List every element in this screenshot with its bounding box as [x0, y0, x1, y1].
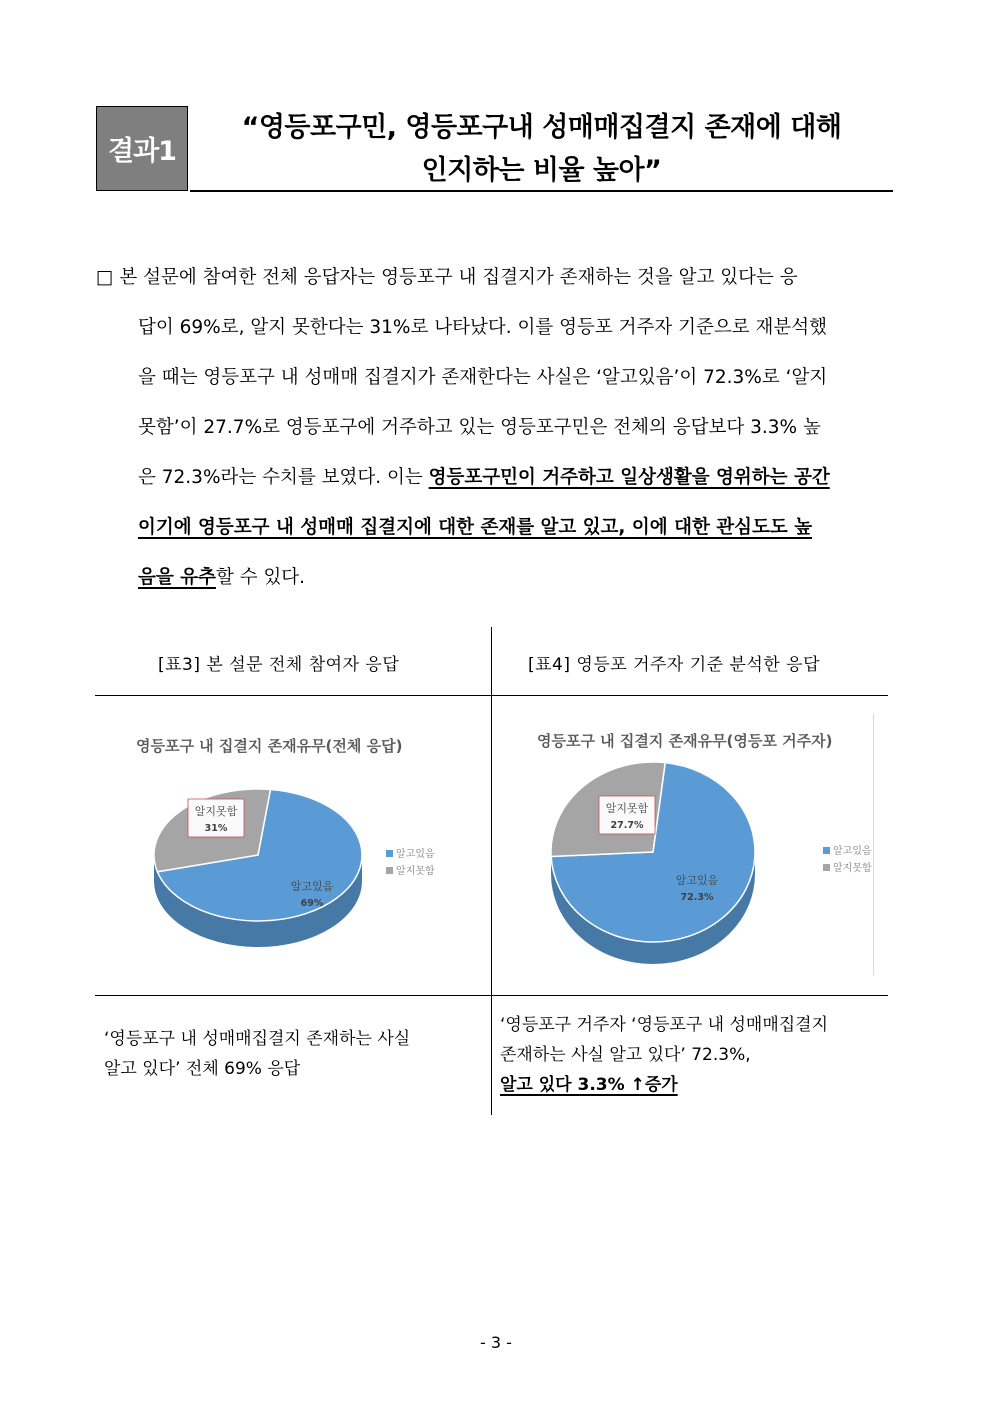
- note-left: [104, 1024, 410, 1084]
- note-right-line-2: 존재하는 사실 알고 있다’ 72.3%,: [500, 1045, 751, 1065]
- paragraph-line-7: [96, 553, 896, 603]
- data-label-value: 69%: [300, 898, 324, 909]
- checkbox-bullet-icon: □: [96, 267, 114, 288]
- data-label-value: 72.3%: [680, 892, 714, 903]
- paragraph-line-6: [96, 503, 896, 553]
- chart-title: 영등포구 내 집결지 존재유무(전체 응답): [136, 737, 403, 755]
- table-caption-right: [표4] 영등포 거주자 기준 분석한 응답: [528, 655, 821, 675]
- legend-entry: 알고있음: [396, 849, 435, 860]
- paragraph-line-5: [96, 453, 896, 503]
- note-left-line-1: ‘영등포구 내 성매매집결지 존재하는 사실: [104, 1029, 411, 1049]
- legend-swatch: [386, 850, 393, 857]
- data-label-category: 알지못함: [194, 805, 238, 818]
- paragraph-line-2: 답이 69%로, 알지 못한다는 31%로 나타났다. 이를 영등포 거주자 기준으로 재분석했: [138, 317, 827, 338]
- data-label-value: 31%: [204, 823, 228, 834]
- paragraph-line-3: 을 때는 영등포구 내 성매매 집결지가 존재한다는 사실은 ‘알고있음’이 72.3%로 ‘알지: [138, 367, 828, 388]
- result-badge: 결과1: [96, 106, 188, 191]
- page-number: - 3 -: [480, 1333, 512, 1352]
- section-title: [190, 106, 893, 192]
- note-left-line-2: 알고 있다’ 전체 69% 응답: [104, 1059, 301, 1079]
- paragraph-text-1: 본 설문에 참여한 전체 응답자는 영등포구 내 집결지가 존재하는 것을 알고 있다는 응: [119, 267, 798, 288]
- legend-entry: 알고있음: [833, 846, 872, 857]
- paragraph-line-7-plain: 할 수 있다.: [215, 567, 306, 588]
- paragraph-line-5-emphasis: 영등포구민이 거주하고 일상생활을 영위하는 공간: [428, 467, 830, 488]
- data-label-category: 알고있음: [675, 874, 719, 887]
- pie-chart-total: [96, 715, 490, 990]
- chart-frame-edge: [873, 714, 874, 975]
- note-right-line-1: ‘영등포구 거주자 ‘영등포구 내 성매매집결지: [500, 1015, 829, 1035]
- data-label-value: 27.7%: [610, 820, 644, 831]
- paragraph-line-1: [96, 253, 896, 303]
- table-rule-2: [95, 995, 888, 996]
- pie-chart-residents: [493, 712, 873, 982]
- note-right: [500, 1010, 828, 1100]
- paragraph-line-5-plain: 은 72.3%라는 수치를 보였다. 이는: [138, 467, 429, 488]
- legend-entry: 알지못함: [396, 866, 435, 877]
- paragraph-line-6-emphasis: 이기에 영등포구 내 성매매 집결지에 대한 존재를 알고 있고, 이에 대한 관심도도 높: [138, 517, 813, 538]
- legend-swatch: [823, 864, 830, 871]
- legend-entry: 알지못함: [833, 863, 872, 874]
- legend-swatch: [823, 847, 830, 854]
- title-line-2: 인지하는 비율 높아”: [421, 155, 662, 186]
- paragraph-line-4: 못함’이 27.7%로 영등포구에 거주하고 있는 영등포구민은 전체의 응답보다 3.3% 높: [138, 417, 821, 438]
- body-paragraph: [96, 253, 896, 603]
- data-label-category: 알지못함: [605, 802, 649, 815]
- paragraph-line-7-emphasis: 음을 유추: [138, 567, 216, 588]
- data-label-category: 알고있음: [290, 880, 334, 893]
- title-line-1: “영등포구민, 영등포구내 성매매집결지 존재에 대해: [241, 112, 842, 143]
- table-rule-1: [95, 695, 888, 696]
- table-divider-vertical: [491, 627, 492, 1115]
- legend-swatch: [386, 867, 393, 874]
- chart-title: 영등포구 내 집결지 존재유무(영등포 거주자): [537, 732, 833, 750]
- table-caption-left: [표3] 본 설문 전체 참여자 응답: [158, 655, 400, 675]
- note-right-line-3: 알고 있다 3.3% ↑증가: [500, 1075, 678, 1095]
